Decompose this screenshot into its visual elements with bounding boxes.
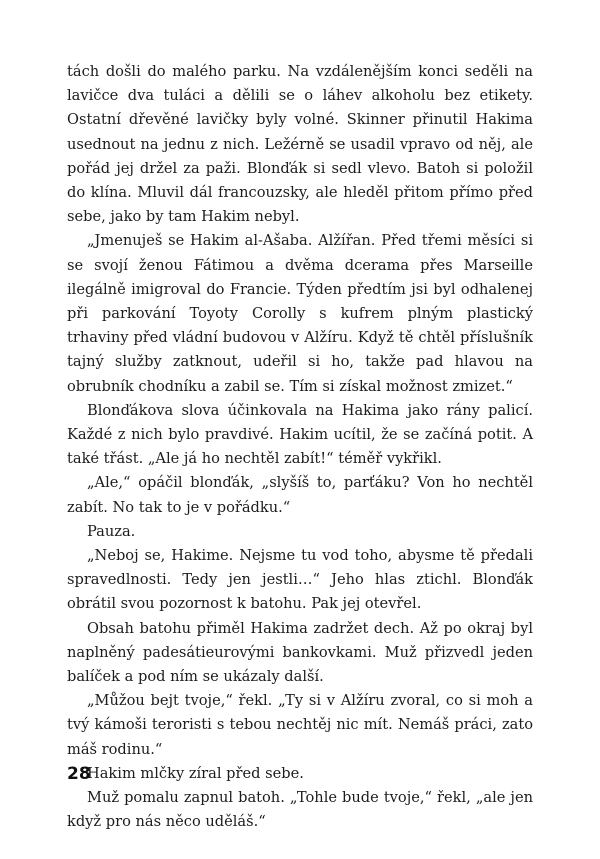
paragraph-10: Muž pomalu zapnul batoh. „Tohle bude tvoje,“ řekl, „ale jen když pro nás něco uděláš.“ bbox=[67, 789, 533, 831]
paragraph-5: Pauza. bbox=[87, 522, 136, 540]
paragraph-3: Blonďákova slova účinkovala na Hakima jako rány palicí. Každé z nich bylo pravdivé. Hakim ucítil, že se začíná potit. A také třást. „Ale já ho nechtěl zabít!“ téměř vykřikl. bbox=[67, 401, 533, 468]
paragraph-1: tách došli do malého parku. Na vzdálenějším konci seděli na lavičce dva tuláci a dělili se o láhev alkoholu bez etikety. Ostatní dřevěné lavičky byly volné. Skinner přinutil Hakima usednout na jednu z nich. Ležérně se usadil vpravo od něj, ale pořád jej držel za paži. Blonďák si sedl vlevo. Batoh si položil do klína. Mluvil dál francouzsky, ale hleděl přitom přímo před sebe, jako by tam Hakim nebyl. bbox=[67, 63, 533, 226]
paragraph-9: Hakim mlčky zíral před sebe. bbox=[87, 764, 304, 782]
body-text bbox=[67, 60, 533, 835]
paragraph-2: „Jmenuješ se Hakim al-Ašaba. Alžířan. Před třemi měsíci si se svojí ženou Fátimou a dvěma dcerama přes Marseille ilegálně imigroval do Francie. Týden předtím jsi byl odhalenej při parkování Toyoty Corolly s kufrem plným plastický trhaviny před vládní budovou v Alžíru. Když tě chtěl příslušník tajný služby zatknout, udeřil si ho, takže pad hlavou na obrubník chodníku a zabil se. Tím si získal možnost zmizet.“ bbox=[67, 232, 533, 395]
paragraph-4: „Ale,“ opáčil blonďák, „slyšíš to, parťáku? Von ho nechtěl zabít. No tak to je v pořádku.“ bbox=[67, 474, 533, 516]
page-number: 28 bbox=[67, 764, 91, 784]
paragraph-6: „Neboj se, Hakime. Nejsme tu vod toho, abysme tě předali spravedlnosti. Tedy jen jestli…“ Jeho hlas ztichl. Blonďák obrátil svou pozornost k batohu. Pak jej otevřel. bbox=[67, 547, 533, 613]
paragraph-8: „Můžou bejt tvoje,“ řekl. „Ty si v Alžíru zvoral, co si moh a tvý kámoši teroristi s tebou nechtěj nic mít. Nemáš práci, zato máš rodinu.“ bbox=[67, 692, 533, 758]
paragraph-7: Obsah batohu přiměl Hakima zadržet dech. Až po okraj byl naplněný padesátieurovými bankovkami. Muž přizvedl jeden balíček a pod ním se ukázaly další. bbox=[67, 619, 533, 686]
